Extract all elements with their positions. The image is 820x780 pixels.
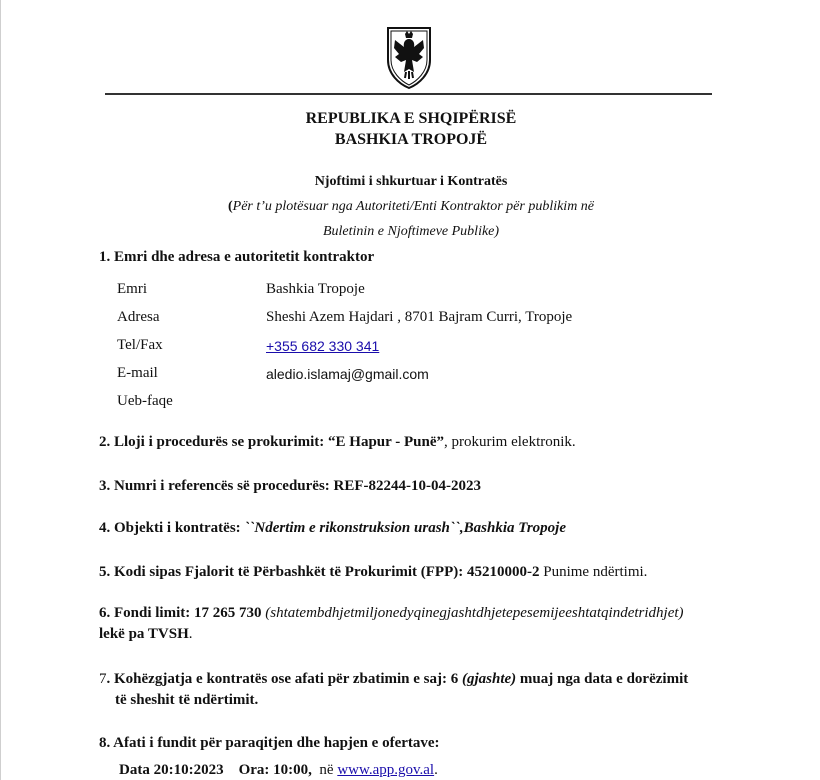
- label-tel-fax: Tel/Fax: [117, 337, 163, 353]
- value-adresa: Sheshi Azem Hajdari , 8701 Bajram Curri, Tropoje: [266, 309, 573, 325]
- section6-line1: [99, 605, 684, 622]
- section8-date: Data 20:10:2023 Ora: 10:00,: [119, 762, 312, 778]
- section1-heading: 1. Emri dhe adresa e autoritetit kontraktor: [99, 249, 375, 265]
- label-ueb-faqe: Ueb-faqe: [117, 393, 173, 409]
- albania-coat-of-arms-icon: [385, 24, 433, 90]
- subtitle-open-paren: (: [227, 199, 233, 214]
- header-rule: [105, 93, 712, 95]
- section6-line2: [99, 626, 193, 643]
- section8-end: .: [434, 762, 438, 778]
- value-email: aledio.islamaj@gmail.com: [266, 366, 429, 382]
- label-emri: Emri: [117, 281, 147, 297]
- section7-line2: të sheshit të ndërtimit.: [115, 692, 259, 708]
- notice-subtitle-line1: [1, 199, 820, 215]
- section7-paren: (gjashte): [462, 671, 517, 687]
- section6-heading: 6. Fondi limit: 17 265 730: [99, 605, 262, 621]
- subtitle-text: Për t’u plotësuar nga Autoriteti/Enti Kontraktor për publikim në: [232, 199, 595, 214]
- section7-number: 7: [99, 671, 107, 687]
- section4-object: ``Ndertim e rikonstruksion urash``,Bashkia Tropoje: [244, 520, 566, 536]
- section3-heading: 3. Numri i referencës së procedurës: REF-82244-10-04-2023: [99, 478, 482, 494]
- municipality-heading: BASHKIA TROPOJË: [334, 131, 488, 148]
- section7-text: . Kohëzgjatja e kontratës ose afati për zbatimin e saj: 6: [106, 671, 462, 687]
- section6-period: .: [188, 626, 193, 642]
- section2-rest: , prokurim elektronik.: [444, 434, 576, 450]
- section5: [99, 564, 647, 581]
- section4: [99, 520, 566, 537]
- section5-heading: 5. Kodi sipas Fjalorit të Përbashkët të Prokurimit (FPP): 45210000-2: [99, 564, 540, 580]
- section6-words: (shtatembdhjetmiljonedyqinegjashtdhjetepesemijeeshtatqindetridhjet): [261, 605, 684, 621]
- section8-heading: 8. Afati i fundit për paraqitjen dhe hapjen e ofertave:: [99, 735, 440, 751]
- notice-title: Njoftimi i shkurtuar i Kontratës: [314, 174, 508, 189]
- label-adresa: Adresa: [117, 309, 160, 325]
- value-emri: Bashkia Tropoje: [266, 281, 365, 297]
- section2: [99, 434, 576, 451]
- section7-line1: [99, 671, 688, 688]
- section2-heading: 2. Lloji i procedurës se prokurimit: “E Hapur - Punë”: [99, 434, 445, 450]
- label-email: E-mail: [117, 365, 158, 381]
- section8-line2: [119, 762, 438, 779]
- section7-text-end: muaj nga data e dorëzimit: [516, 671, 689, 687]
- section6-currency: lekë pa TVSH: [99, 626, 189, 642]
- section5-rest: Punime ndërtimi.: [539, 564, 648, 580]
- notice-subtitle-line2: Buletinin e Njoftimeve Publike): [322, 224, 500, 239]
- section4-heading: 4. Objekti i kontratës:: [99, 520, 245, 536]
- phone-link[interactable]: +355 682 330 341: [266, 338, 380, 354]
- app-gov-link[interactable]: www.app.gov.al: [337, 762, 435, 778]
- republic-heading: REPUBLIKA E SHQIPËRISË: [305, 110, 517, 127]
- section8-ne: në: [311, 762, 338, 778]
